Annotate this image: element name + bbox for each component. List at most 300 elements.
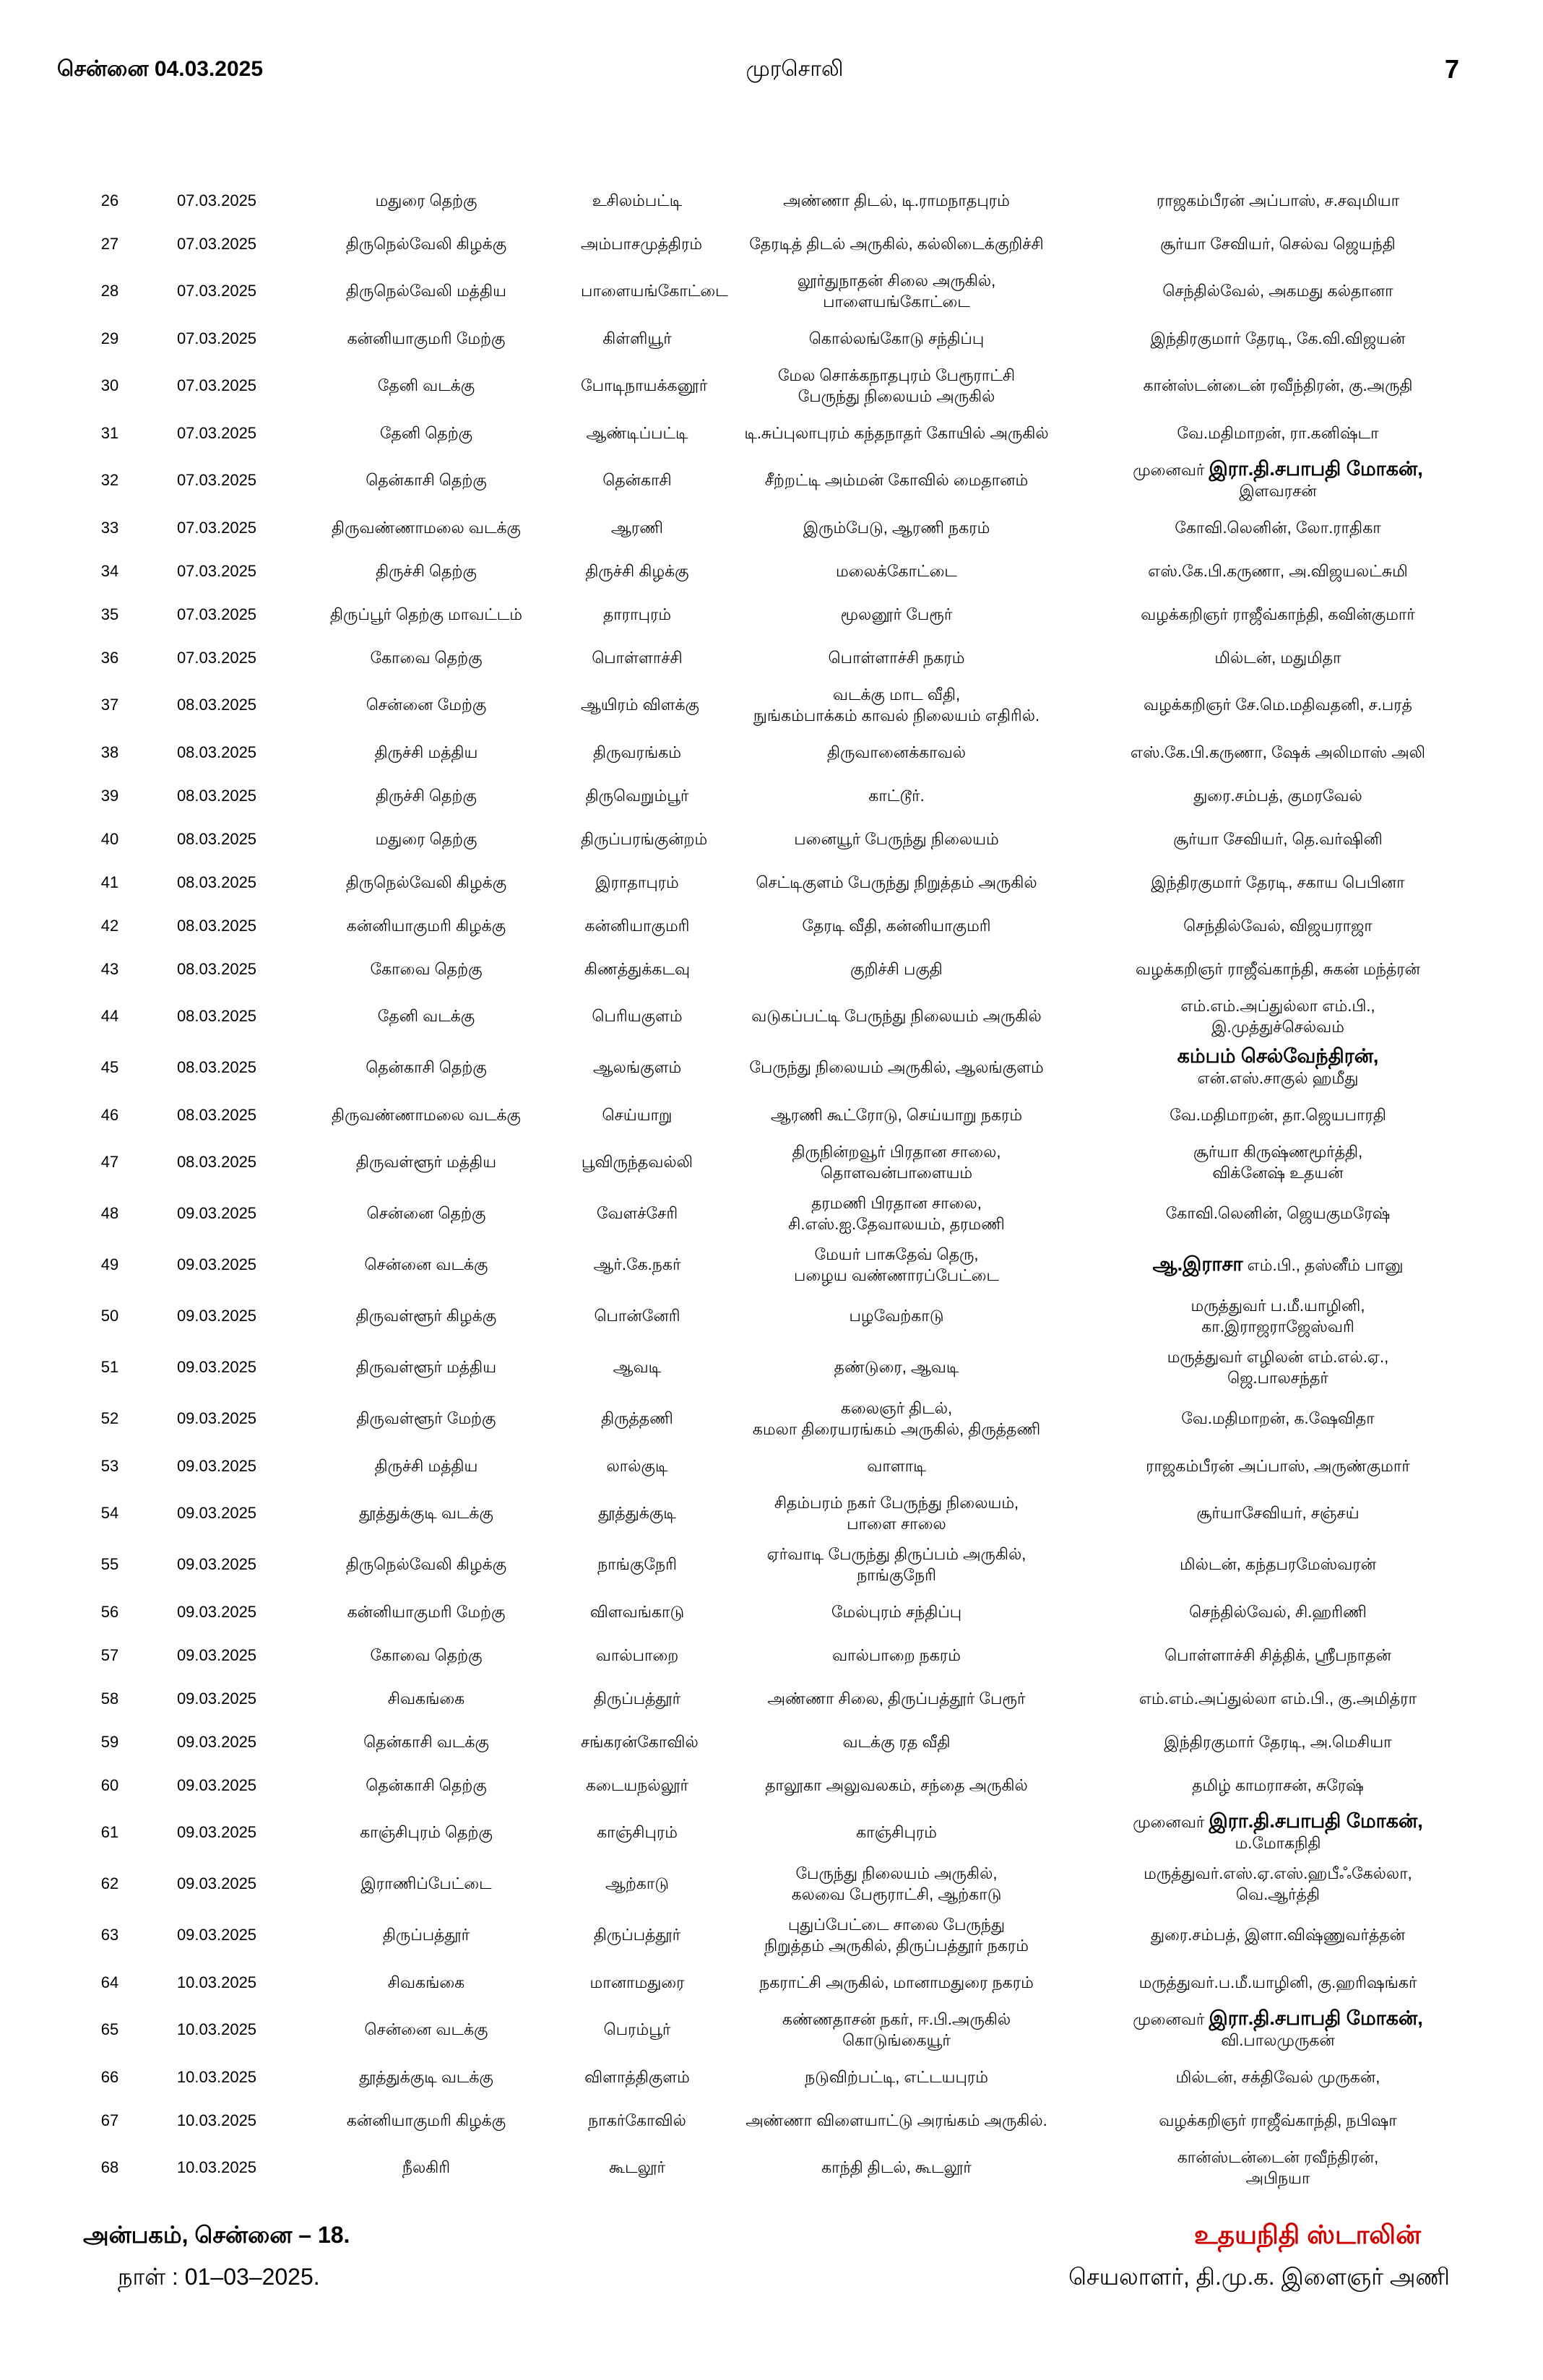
cell-place xyxy=(581,636,693,679)
cell-district xyxy=(272,411,581,454)
place-text: தாராபுரம் xyxy=(602,605,672,623)
venue-line: இரும்பேடு, ஆரணி நகரம் xyxy=(803,518,990,537)
cell-speakers xyxy=(1099,2098,1456,2142)
cell-speakers xyxy=(1099,1093,1456,1136)
cell-date xyxy=(162,2055,272,2098)
district-text: தூத்துக்குடி வடக்கு xyxy=(359,1504,493,1522)
place-text: கிள்ளியூர் xyxy=(602,329,672,347)
schedule-row xyxy=(58,679,1456,730)
schedule-row xyxy=(58,1763,1456,1806)
no-text: 58 xyxy=(100,1689,119,1708)
page-number: 7 xyxy=(1445,54,1460,84)
cell-speakers xyxy=(1099,1960,1456,2004)
date-text: 09.03.2025 xyxy=(176,1504,257,1522)
cell-place xyxy=(581,730,693,774)
date-text: 08.03.2025 xyxy=(176,873,257,891)
cell-place xyxy=(581,904,693,947)
cell-no xyxy=(58,904,162,947)
speaker-line xyxy=(1099,1254,1456,1276)
no-text: 51 xyxy=(100,1358,119,1376)
date-text: 08.03.2025 xyxy=(176,829,257,848)
cell-place xyxy=(581,1393,693,1444)
cell-place xyxy=(581,1444,693,1487)
speaker-line: கோவி.லெனின், லோ.ராதிகா xyxy=(1175,518,1381,537)
place-text: பொள்ளாச்சி xyxy=(592,648,683,667)
cell-date xyxy=(162,730,272,774)
district-text: திருவள்ளூர் மேற்கு xyxy=(356,1409,496,1427)
cell-venue xyxy=(693,1590,1099,1633)
date-text: 08.03.2025 xyxy=(176,916,257,935)
date-text: 10.03.2025 xyxy=(176,2020,257,2038)
schedule-row xyxy=(58,1858,1456,1909)
no-text: 39 xyxy=(100,786,119,805)
cell-speakers xyxy=(1099,1042,1456,1093)
cell-no xyxy=(58,774,162,817)
place-text: திருப்பரங்குன்றம் xyxy=(581,829,708,848)
cell-district xyxy=(272,2004,581,2055)
date-text: 07.03.2025 xyxy=(176,329,257,347)
schedule-row xyxy=(58,1960,1456,2004)
venue-line: வடக்கு மாட வீதி, xyxy=(832,685,961,704)
speaker-line: எஸ்.கே.பி.கருணா, அ.விஜயலட்சுமி xyxy=(1148,561,1408,580)
cell-district xyxy=(272,265,581,316)
cell-speakers xyxy=(1099,1676,1456,1720)
place-text: நாங்குநேரி xyxy=(597,1555,677,1573)
cell-place xyxy=(581,506,693,549)
venue-line: பழைய வண்ணாரப்பேட்டை xyxy=(794,1265,999,1284)
cell-speakers xyxy=(1099,178,1456,222)
speaker-line: வழக்கறிஞர் ராஜீவ்காந்தி, சுகன் மந்த்ரன் xyxy=(1135,959,1421,978)
schedule-body xyxy=(58,178,1456,2193)
place-text: பாளையங்கோட்டை xyxy=(581,282,728,300)
speaker-line: செந்தில்வேல், விஜயராஜா xyxy=(1183,916,1373,935)
cell-district xyxy=(272,947,581,990)
speaker-suffix: எம்.பி., தஸ்னீம் பானு xyxy=(1242,1255,1404,1274)
cell-date xyxy=(162,774,272,817)
district-text: கன்னியாகுமரி கிழக்கு xyxy=(346,916,506,935)
district-text: திருநெல்வேலி கிழக்கு xyxy=(345,234,507,253)
schedule-row xyxy=(58,1187,1456,1239)
no-text: 43 xyxy=(100,959,119,978)
district-text: தூத்துக்குடி வடக்கு xyxy=(359,2067,493,2086)
district-text: திருநெல்வேலி மத்திய xyxy=(345,282,507,300)
venue-line: கமலா திரையரங்கம் அருகில், திருத்தணி xyxy=(752,1419,1041,1438)
date-text: 10.03.2025 xyxy=(176,2111,257,2129)
cell-venue xyxy=(693,316,1099,360)
district-text: நீலகிரி xyxy=(402,2158,451,2176)
cell-no xyxy=(58,265,162,316)
no-text: 53 xyxy=(100,1456,119,1475)
district-text: கோவை தெற்கு xyxy=(370,959,483,978)
venue-line: அண்ணா சிலை, திருப்பத்தூர் பேரூர் xyxy=(767,1689,1026,1708)
cell-speakers xyxy=(1099,636,1456,679)
no-text: 31 xyxy=(100,423,119,442)
cell-district xyxy=(272,860,581,904)
speaker-prefix: முனைவர் xyxy=(1133,1813,1209,1831)
cell-speakers xyxy=(1099,2142,1456,2193)
cell-venue xyxy=(693,1290,1099,1341)
place-text: செய்யாறு xyxy=(602,1105,673,1124)
cell-place xyxy=(581,411,693,454)
venue-line: புதுப்பேட்டை சாலை பேருந்து xyxy=(787,1915,1006,1934)
cell-venue xyxy=(693,904,1099,947)
date-text: 07.03.2025 xyxy=(176,648,257,667)
cell-speakers xyxy=(1099,1341,1456,1393)
cell-speakers xyxy=(1099,2004,1456,2055)
speaker-line: வழக்கறிஞர் சே.மெ.மதிவதனி, ச.பரத் xyxy=(1144,696,1412,714)
venue-line: பழவேற்காடு xyxy=(849,1307,944,1325)
district-text: தேனி வடக்கு xyxy=(377,376,475,394)
no-text: 48 xyxy=(100,1204,119,1222)
cell-district xyxy=(272,1393,581,1444)
cell-district xyxy=(272,1239,581,1290)
speaker-line: மில்டன், சக்திவேல் முருகன், xyxy=(1175,2067,1380,2086)
cell-no xyxy=(58,1341,162,1393)
speaker-line: எம்.எம்.அப்துல்லா எம்.பி., xyxy=(1180,996,1375,1015)
cell-no xyxy=(58,1393,162,1444)
cell-place xyxy=(581,774,693,817)
schedule-row xyxy=(58,990,1456,1042)
cell-place xyxy=(581,947,693,990)
cell-district xyxy=(272,904,581,947)
cell-no xyxy=(58,1042,162,1093)
date-text: 09.03.2025 xyxy=(176,1255,257,1273)
cell-date xyxy=(162,592,272,636)
cell-speakers xyxy=(1099,947,1456,990)
cell-date xyxy=(162,1444,272,1487)
venue-line: நிறுத்தம் அருகில், திருப்பத்தூர் நகரம் xyxy=(764,1936,1029,1955)
place-text: கன்னியாகுமரி xyxy=(584,916,690,935)
place-text: திருச்சி கிழக்கு xyxy=(585,561,689,580)
venue-line: தரமணி பிரதான சாலை, xyxy=(811,1193,982,1212)
cell-date xyxy=(162,1676,272,1720)
place-text: கிணத்துக்கடவு xyxy=(584,959,691,978)
cell-venue xyxy=(693,360,1099,411)
cell-place xyxy=(581,1187,693,1239)
speaker-line: ராஜகம்பீரன் அப்பாஸ், அருண்குமார் xyxy=(1146,1456,1410,1475)
district-text: திருவண்ணாமலை வடக்கு xyxy=(332,518,521,537)
cell-venue xyxy=(693,1633,1099,1676)
cell-no xyxy=(58,1763,162,1806)
date-text: 07.03.2025 xyxy=(176,234,257,253)
venue-line: தாலூகா அலுவலகம், சந்தை அருகில் xyxy=(765,1775,1028,1794)
venue-line: சி.எஸ்.ஐ.தேவாலயம், தரமணி xyxy=(788,1214,1005,1233)
date-text: 08.03.2025 xyxy=(176,959,257,978)
cell-date xyxy=(162,1590,272,1633)
place-text: கடையநல்லூர் xyxy=(585,1775,689,1794)
cell-venue xyxy=(693,2055,1099,2098)
district-text: கன்னியாகுமரி மேற்கு xyxy=(347,329,506,347)
cell-place xyxy=(581,817,708,860)
venue-line: திருநின்றவூர் பிரதான சாலை, xyxy=(792,1142,1001,1161)
no-text: 30 xyxy=(100,376,119,394)
place-text: ஆரணி xyxy=(611,518,663,537)
cell-no xyxy=(58,1239,162,1290)
district-text: சிவகங்கை xyxy=(387,1689,465,1708)
venue-line: பேருந்து நிலையம் அருகில் xyxy=(798,386,995,405)
speaker-name-bold: இரா.தி.சபாபதி மோகன், xyxy=(1209,458,1423,480)
district-text: கன்னியாகுமரி கிழக்கு xyxy=(346,2111,506,2129)
footer-signatory: உதயநிதி ஸ்டாலின் xyxy=(1194,2220,1421,2249)
cell-district xyxy=(272,1806,581,1858)
cell-no xyxy=(58,360,162,411)
place-text: ஆலங்குளம் xyxy=(592,1058,682,1076)
venue-line: நகராட்சி அருகில், மானாமதுரை நகரம் xyxy=(759,1973,1034,1991)
no-text: 64 xyxy=(100,1973,119,1991)
cell-no xyxy=(58,1960,162,2004)
no-text: 54 xyxy=(100,1504,119,1522)
venue-line: சீற்றட்டி அம்மன் கோவில் மைதானம் xyxy=(764,471,1029,489)
speaker-name-bold: கம்பம் செல்வேந்திரன், xyxy=(1177,1045,1379,1067)
schedule-row xyxy=(58,1239,1456,1290)
venue-line: தேரடி வீதி, கன்னியாகுமரி xyxy=(802,916,991,935)
no-text: 50 xyxy=(100,1307,119,1325)
speaker-line: இ.முத்துச்செல்வம் xyxy=(1211,1017,1344,1036)
cell-speakers xyxy=(1099,1633,1456,1676)
cell-no xyxy=(58,316,162,360)
no-text: 38 xyxy=(100,743,119,761)
cell-date xyxy=(162,1136,272,1187)
cell-venue xyxy=(693,679,1099,730)
venue-line: தண்டுரை, ஆவடி xyxy=(834,1358,959,1376)
schedule-row xyxy=(58,178,1456,222)
venue-line: கலவை பேரூராட்சி, ஆற்காடு xyxy=(791,1884,1002,1903)
cell-date xyxy=(162,1042,272,1093)
cell-no xyxy=(58,1806,162,1858)
speaker-prefix: முனைவர் xyxy=(1133,2010,1209,2028)
cell-no xyxy=(58,1093,162,1136)
cell-date xyxy=(162,947,272,990)
schedule-row xyxy=(58,454,1456,506)
cell-place xyxy=(581,990,693,1042)
place-text: திருத்தணி xyxy=(601,1409,673,1427)
cell-date xyxy=(162,1858,272,1909)
cell-venue xyxy=(693,1763,1099,1806)
no-text: 28 xyxy=(100,282,119,300)
no-text: 42 xyxy=(100,916,119,935)
cell-speakers xyxy=(1099,454,1456,506)
speaker-line: மில்டன், கந்தபரமேஸ்வரன் xyxy=(1180,1555,1376,1573)
venue-line: வடுகப்பட்டி பேருந்து நிலையம் அருகில் xyxy=(751,1007,1042,1025)
cell-no xyxy=(58,860,162,904)
place-text: வேளச்சேரி xyxy=(596,1204,678,1222)
no-text: 33 xyxy=(100,518,119,537)
place-text: ஆவடி xyxy=(613,1358,662,1376)
cell-date xyxy=(162,904,272,947)
place-text: பொன்னேரி xyxy=(594,1307,680,1325)
venue-line: காஞ்சிபுரம் xyxy=(856,1823,937,1841)
speaker-line: எஸ்.கே.பி.கருணா, ஷேக் அலிமாஸ் அலி xyxy=(1130,743,1426,761)
cell-district xyxy=(272,506,581,549)
cell-district xyxy=(272,2142,581,2193)
cell-venue xyxy=(693,1806,1099,1858)
cell-speakers xyxy=(1099,411,1456,454)
district-text: தென்காசி வடக்கு xyxy=(363,1732,489,1751)
place-text: உசிலம்பட்டி xyxy=(592,191,683,209)
no-text: 67 xyxy=(100,2111,119,2129)
venue-line: மேல்புரம் சந்திப்பு xyxy=(831,1602,962,1621)
date-text: 09.03.2025 xyxy=(176,1645,257,1664)
cell-place xyxy=(581,1093,693,1136)
district-text: இராணிப்பேட்டை xyxy=(360,1874,492,1892)
schedule-row xyxy=(58,1590,1456,1633)
cell-speakers xyxy=(1099,360,1456,411)
speaker-line: ஜெ.பாலசந்தர் xyxy=(1227,1368,1328,1387)
cell-district xyxy=(272,730,581,774)
schedule-row xyxy=(58,506,1456,549)
cell-speakers xyxy=(1099,1590,1456,1633)
cell-place xyxy=(581,1633,693,1676)
district-text: தேனி தெற்கு xyxy=(379,423,473,442)
cell-venue xyxy=(693,1720,1099,1763)
cell-no xyxy=(58,592,162,636)
schedule-row xyxy=(58,904,1456,947)
cell-no xyxy=(58,2004,162,2055)
cell-date xyxy=(162,411,272,454)
speaker-name-bold: இரா.தி.சபாபதி மோகன், xyxy=(1209,2007,1423,2029)
cell-district xyxy=(272,1909,581,1960)
date-text: 09.03.2025 xyxy=(176,1204,257,1222)
district-text: சிவகங்கை xyxy=(387,1973,465,1991)
cell-place xyxy=(581,1042,693,1093)
cell-speakers xyxy=(1099,316,1456,360)
place-text: திருப்பத்தூர் xyxy=(593,1926,681,1944)
cell-venue xyxy=(693,730,1099,774)
cell-date xyxy=(162,1909,272,1960)
cell-date xyxy=(162,679,272,730)
place-text: தென்காசி xyxy=(602,471,672,489)
speaker-line: வழக்கறிஞர் ராஜீவ்காந்தி, நபிஷா xyxy=(1159,2111,1397,2129)
speaker-line: கான்ஸ்டன்டைன் ரவீந்திரன், xyxy=(1177,2147,1379,2166)
place-text: இராதாபுரம் xyxy=(595,873,679,891)
speaker-line: கான்ஸ்டன்டைன் ரவீந்திரன், கு.அருதி xyxy=(1143,376,1413,394)
no-text: 37 xyxy=(100,696,119,714)
cell-place xyxy=(581,316,693,360)
cell-no xyxy=(58,1676,162,1720)
cell-place xyxy=(581,2055,693,2098)
cell-no xyxy=(58,817,162,860)
schedule-row xyxy=(58,1806,1456,1858)
cell-venue xyxy=(693,860,1099,904)
no-text: 47 xyxy=(100,1153,119,1171)
cell-date xyxy=(162,454,272,506)
district-text: சென்னை வடக்கு xyxy=(364,1255,488,1273)
no-text: 34 xyxy=(100,561,119,580)
cell-district xyxy=(272,1858,581,1909)
place-text: அம்பாசமுத்திரம் xyxy=(581,234,703,253)
cell-district xyxy=(272,1341,581,1393)
district-text: திருப்பத்தூர் xyxy=(382,1926,470,1944)
schedule-row xyxy=(58,817,1456,860)
cell-speakers xyxy=(1099,549,1456,592)
date-text: 09.03.2025 xyxy=(176,1926,257,1944)
speaker-line: கோவி.லெனின், ஜெயகுமரேஷ் xyxy=(1165,1204,1391,1222)
cell-venue xyxy=(693,1858,1099,1909)
schedule-row xyxy=(58,636,1456,679)
cell-date xyxy=(162,1290,272,1341)
date-text: 08.03.2025 xyxy=(176,1105,257,1124)
date-text: 09.03.2025 xyxy=(176,1732,257,1751)
cell-venue xyxy=(693,1042,1099,1093)
cell-venue xyxy=(693,1909,1099,1960)
venue-line: மேல சொக்கநாதபுரம் பேரூராட்சி xyxy=(777,365,1016,384)
speaker-line: என்.எஸ்.சாகுல் ஹமீது xyxy=(1197,1069,1359,1087)
schedule-row xyxy=(58,2004,1456,2055)
cell-place xyxy=(581,1763,693,1806)
cell-date xyxy=(162,1539,272,1590)
place-text: ஆர்.கே.நகர் xyxy=(593,1255,681,1273)
cell-no xyxy=(58,1909,162,1960)
cell-venue xyxy=(693,1187,1099,1239)
cell-venue xyxy=(693,1239,1099,1290)
schedule-row xyxy=(58,2098,1456,2142)
no-text: 27 xyxy=(100,234,119,253)
cell-no xyxy=(58,990,162,1042)
venue-line: லூர்துநாதன் சிலை அருகில், xyxy=(797,271,996,290)
cell-place xyxy=(581,454,693,506)
cell-place xyxy=(581,1909,693,1960)
cell-speakers xyxy=(1099,1806,1456,1858)
venue-line: கொல்லங்கோடு சந்திப்பு xyxy=(808,329,985,347)
venue-line: நுங்கம்பாக்கம் காவல் நிலையம் எதிரில். xyxy=(753,706,1040,724)
schedule-row xyxy=(58,2055,1456,2098)
header-date: சென்னை 04.03.2025 xyxy=(57,57,264,81)
cell-place xyxy=(581,2098,693,2142)
cell-speakers xyxy=(1099,679,1456,730)
cell-district xyxy=(272,1042,581,1093)
venue-line: பனையூர் பேருந்து நிலையம் xyxy=(794,829,999,848)
cell-date xyxy=(162,1720,272,1763)
district-text: திருவண்ணாமலை வடக்கு xyxy=(332,1105,521,1124)
schedule-row xyxy=(58,265,1456,316)
cell-no xyxy=(58,730,162,774)
speaker-line: அபிநயா xyxy=(1245,2168,1310,2187)
cell-place xyxy=(581,1341,693,1393)
place-text: பூவிருந்தவல்லி xyxy=(581,1153,693,1171)
cell-speakers xyxy=(1099,1290,1456,1341)
schedule-row xyxy=(58,1290,1456,1341)
cell-district xyxy=(272,1444,581,1487)
cell-speakers xyxy=(1099,1393,1456,1444)
speaker-line: மருத்துவர்.எஸ்.ஏ.எஸ்.ஹபீஃகேல்லா, xyxy=(1144,1864,1412,1882)
cell-date xyxy=(162,1239,272,1290)
cell-venue xyxy=(693,1393,1099,1444)
cell-no xyxy=(58,1590,162,1633)
cell-district xyxy=(272,549,581,592)
cell-date xyxy=(162,549,272,592)
speaker-line: வெ.ஆர்த்தி xyxy=(1236,1884,1320,1903)
venue-line: தேரடித் திடல் அருகில், கல்லிடைக்குறிச்சி xyxy=(749,234,1044,253)
speaker-line xyxy=(1099,2008,1456,2030)
venue-line: மூலனூர் பேரூர் xyxy=(840,605,953,623)
district-text: திருநெல்வேலி கிழக்கு xyxy=(345,1555,507,1573)
cell-no xyxy=(58,679,162,730)
cell-venue xyxy=(693,1444,1099,1487)
speaker-line: தமிழ் காமராசன், சுரேஷ் xyxy=(1192,1775,1364,1794)
cell-district xyxy=(272,1487,581,1539)
speaker-line: இளவரசன் xyxy=(1239,482,1317,500)
no-text: 62 xyxy=(100,1874,119,1892)
district-text: மதுரை தெற்கு xyxy=(375,191,477,209)
venue-line: பாளையங்கோட்டை xyxy=(823,292,970,311)
cell-speakers xyxy=(1099,1136,1456,1187)
district-text: திருநெல்வேலி கிழக்கு xyxy=(345,873,507,891)
speaker-line: ம.மோகநிதி xyxy=(1235,1834,1321,1852)
place-text: பெரியகுளம் xyxy=(592,1007,683,1025)
cell-district xyxy=(272,360,581,411)
date-text: 09.03.2025 xyxy=(176,1874,257,1892)
no-text: 26 xyxy=(100,191,119,209)
